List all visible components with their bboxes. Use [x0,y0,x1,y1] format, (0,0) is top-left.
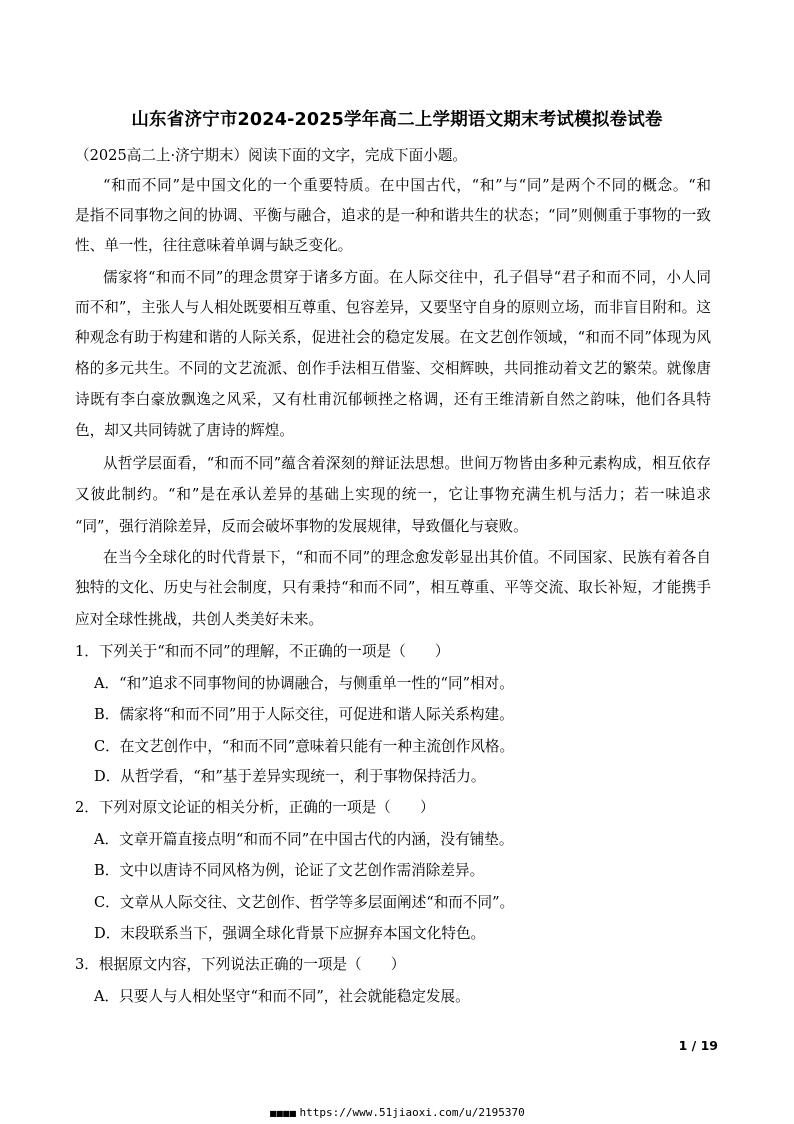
question-stem: 1．下列关于“和而不同”的理解，不正确的一项是（ ） [75,643,450,660]
passage-line: 是指不同事物之间的协调、平衡与融合，追求的是一种和谐共生的状态；“同”则侧重于事物的一致 [75,207,711,224]
footer-link[interactable]: https://www.51jiaoxi.com/u/2195370 [299,1106,525,1119]
question-option: C．文章从人际交往、文艺创作、哲学等多层面阐述“和而不同”。 [94,894,515,911]
passage-line: “同”，强行消除差异，反而会破坏事物的发展规律，导致僵化与衰败。 [75,518,528,535]
question-option: A．文章开篇直接点明“和而不同”在中国古代的内涵，没有铺垫。 [94,831,514,848]
passage-line: “和而不同”是中国文化的一个重要特质。在中国古代，“和”与“同”是两个不同的概念。“和 [103,177,711,194]
question-option: C．在文艺创作中，“和而不同”意味着只能有一种主流创作风格。 [94,738,515,755]
question-option: B．文中以唐诗不同风格为例，论证了文艺创作需消除差异。 [94,862,485,879]
passage-line: 而不和”，主张人与人相处既要相互尊重、包容差异，又要坚守自身的原则立场，而非盲目附和。这 [75,299,711,316]
footer-mark: ■■■■ [269,1109,296,1118]
passage-line: 儒家将“和而不同”的理念贯穿于诸多方面。在人际交往中，孔子倡导“君子和而不同，小人同 [103,269,711,286]
passage-line: 性、单一性，往往意味着单调与缺乏变化。 [75,237,353,254]
question-option: D．从哲学看，“和”基于差异实现统一，利于事物保持活力。 [94,768,486,785]
question-option: A．“和”追求不同事物间的协调融合，与侧重单一性的“同”相对。 [94,675,514,692]
passage-line: 诗既有李白豪放飘逸之风采，又有杜甫沉郁顿挫之格调，还有王维清新自然之韵味，他们各具特 [75,391,711,408]
question-stem: 2．下列对原文论证的相关分析，正确的一项是（ ） [75,799,435,816]
passage-line: 应对全球性挑战，共创人类美好未来。 [75,611,324,628]
document-title: 山东省济宁市2024-2025学年高二上学期语文期末考试模拟卷试卷 [131,110,663,130]
question-option: B．儒家将“和而不同”用于人际交往，可促进和谐人际关系构建。 [94,706,514,723]
passage-line: 种观念有助于构建和谐的人际关系，促进社会的稳定发展。在文艺创作领域，“和而不同”体现为风 [75,329,711,346]
question-option: D．末段联系当下，强调全球化背景下应摒弃本国文化特色。 [94,925,486,942]
passage-line: 在当今全球化的时代背景下，“和而不同”的理念愈发彰显出其价值。不同国家、民族有着各自 [103,549,711,566]
page-number: 1 / 19 [678,1038,718,1053]
passage-line: 色，却又共同铸就了唐诗的辉煌。 [75,422,294,439]
question-stem: 3．根据原文内容，下列说法正确的一项是（ ） [75,956,406,973]
passage-line: 独特的文化、历史与社会制度，只有秉持“和而不同”，相互尊重、平等交流、取长补短，才能携手 [75,579,711,596]
passage-line: 从哲学层面看，“和而不同”蕴含着深刻的辩证法思想。世间万物皆由多种元素构成，相互依存 [103,455,711,472]
footer [0,1106,794,1119]
passage-line: 又彼此制约。“和”是在承认差异的基础上实现的统一，它让事物充满生机与活力；若一味追求 [75,486,711,503]
question-option: A．只要人与人相处坚守“和而不同”，社会就能稳定发展。 [94,988,470,1005]
passage-line: 格的多元共生。不同的文艺流派、创作手法相互借鉴、交相辉映，共同推动着文艺的繁荣。就像唐 [75,360,711,377]
intro-line: （2025高二上·济宁期末）阅读下面的文字，完成下面小题。 [75,147,468,164]
